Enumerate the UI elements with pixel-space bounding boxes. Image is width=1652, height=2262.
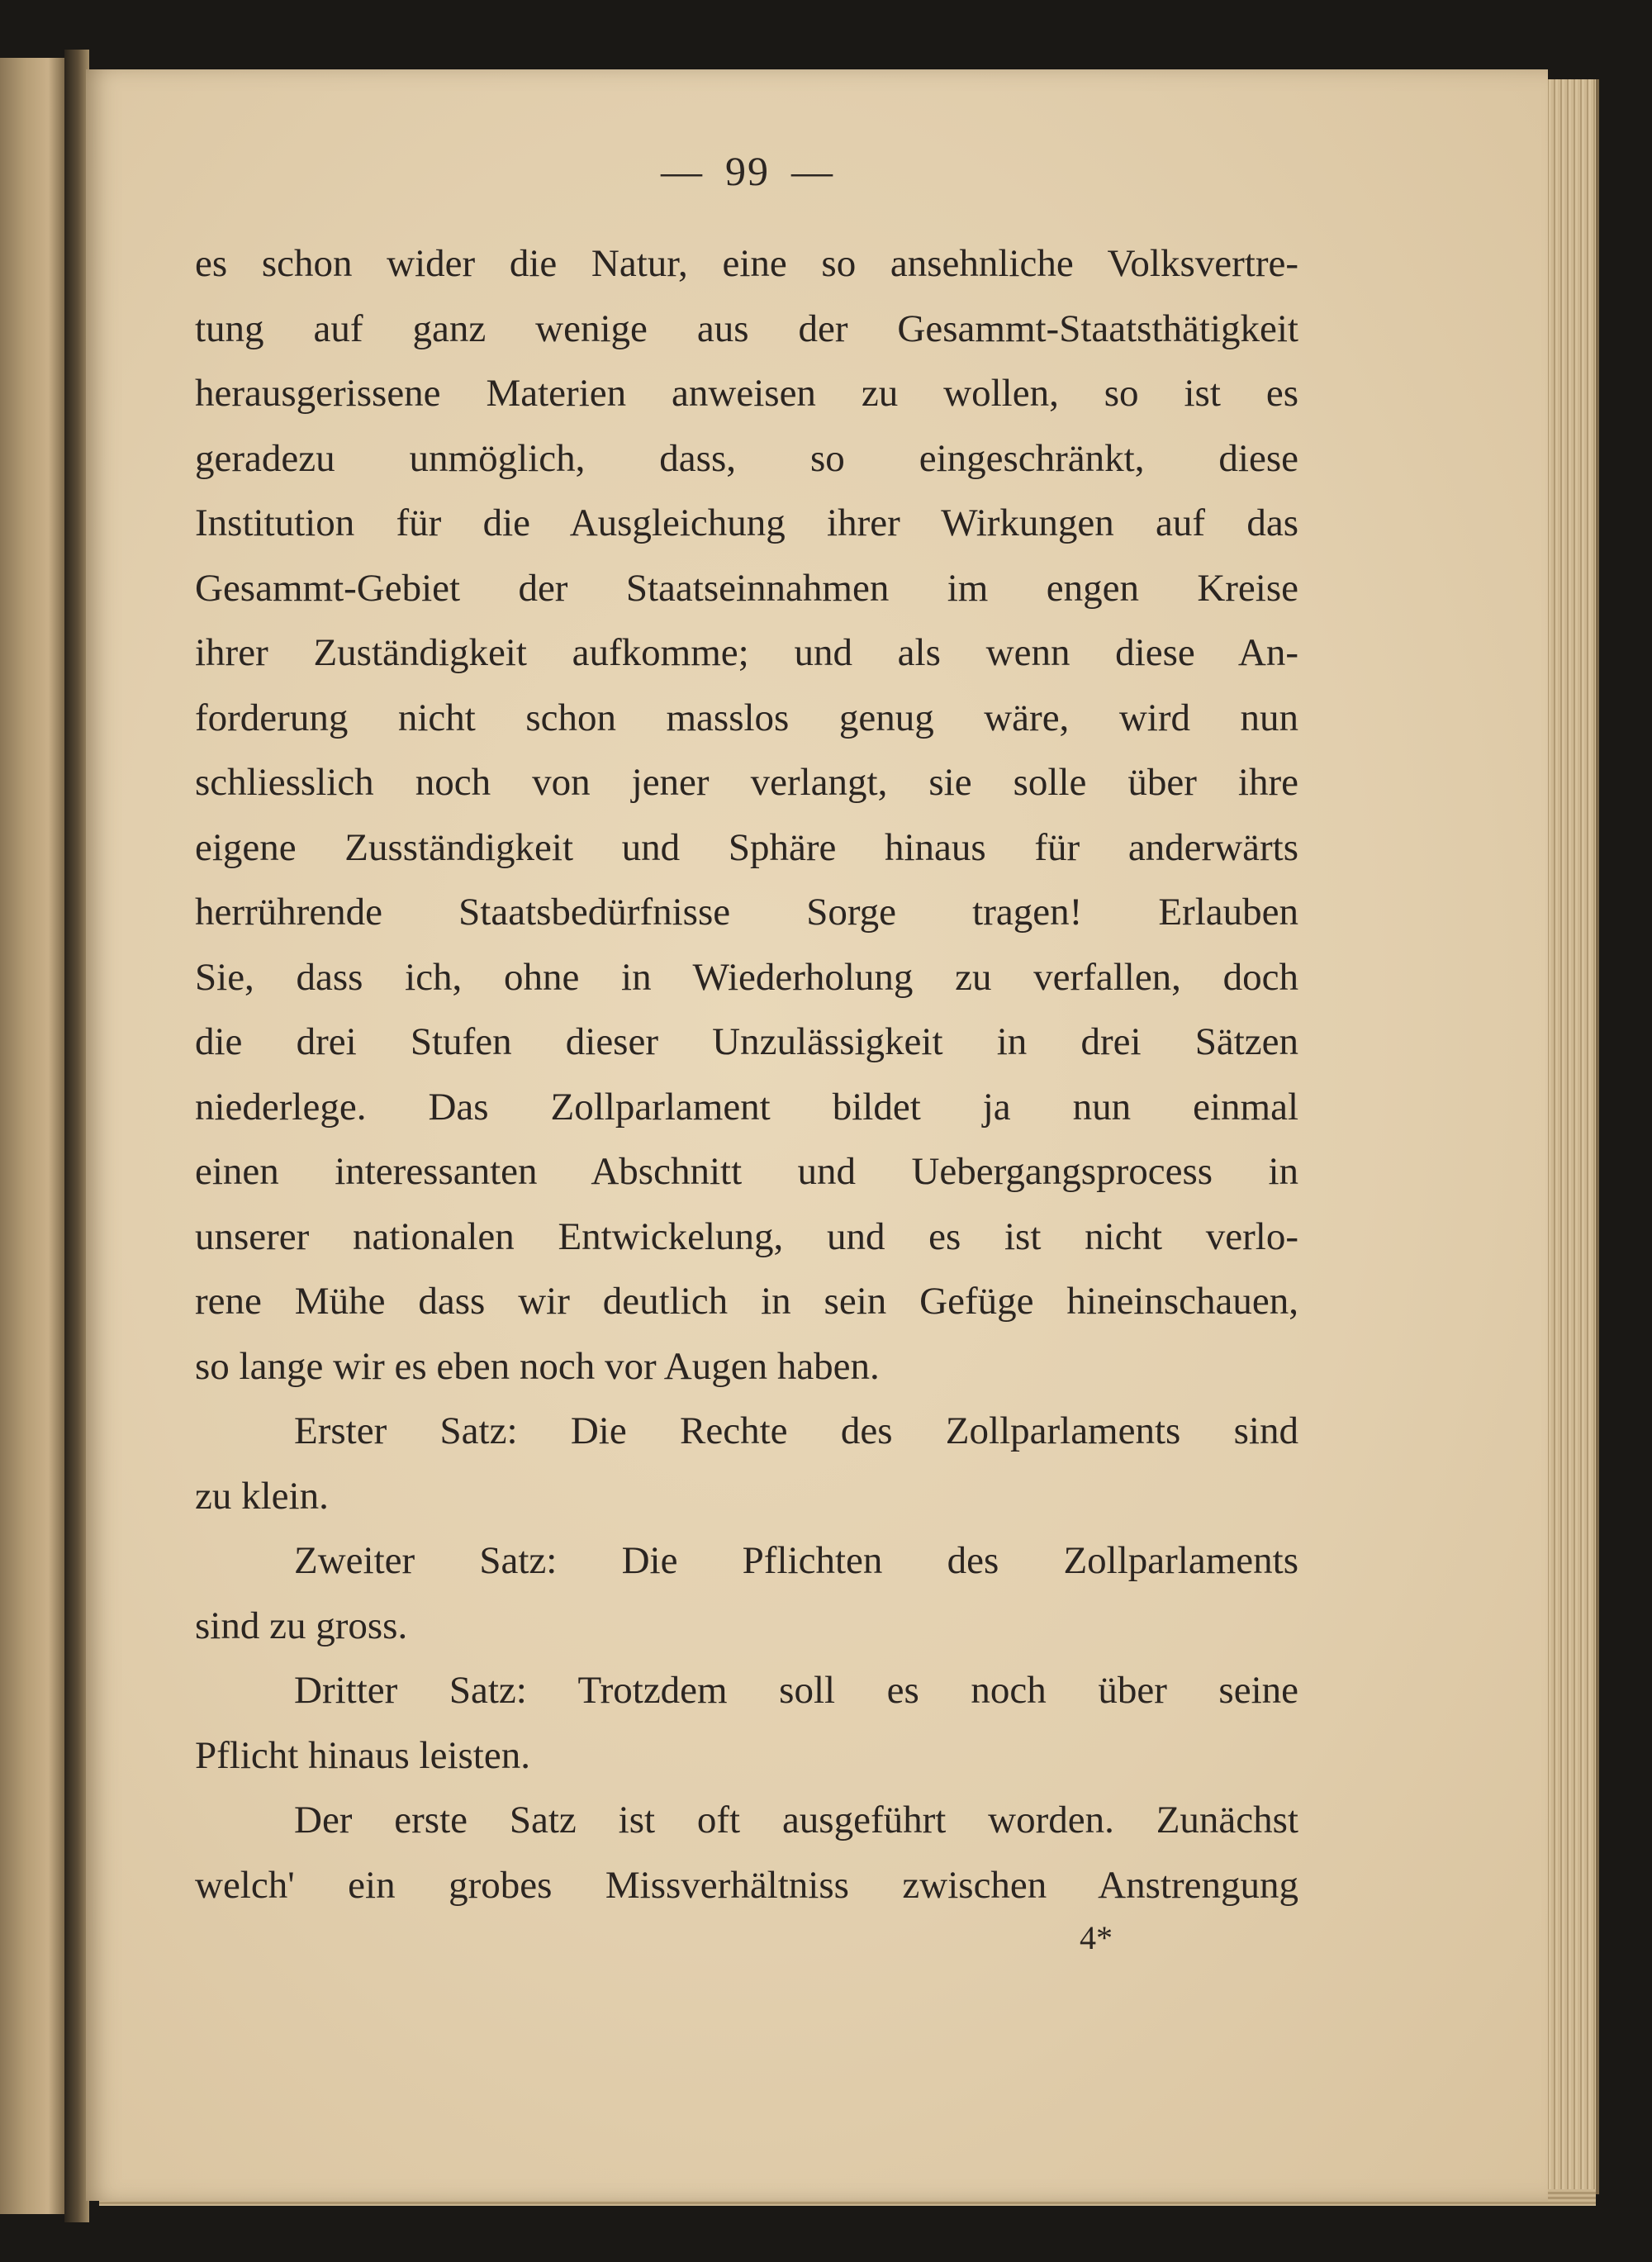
text-line: Sie, dass ich, ohne in Wiederholung zu verfallen, doch [195, 955, 1298, 999]
text-line: einen interessanten Abschnitt und Uebergangsprocess in [195, 1150, 1298, 1193]
text-line: forderung nicht schon masslos genug wäre, wird nun [195, 696, 1298, 739]
text-line: Der erste Satz ist oft ausgeführt worden. Zunächst [294, 1799, 1298, 1841]
text-line: zu klein. [195, 1474, 329, 1518]
page-number: 99 [725, 148, 770, 194]
text-line: schliesslich noch von jener verlangt, sie solle über ihre [195, 761, 1298, 804]
text-line: ihrer Zuständigkeit aufkomme; und als wenn diese An- [195, 631, 1298, 674]
text-line: Institution für die Ausgleichung ihrer Wirkungen auf das [195, 501, 1298, 544]
text-line: sind zu gross. [195, 1604, 408, 1647]
text-line: unserer nationalen Entwickelung, und es ist nicht verlo- [195, 1214, 1298, 1258]
text-line: die drei Stufen dieser Unzulässigkeit in drei Sätzen [195, 1020, 1298, 1063]
text-line: eigene Zusständigkeit und Sphäre hinaus für anderwärts [195, 825, 1298, 869]
left-page-edge [0, 58, 64, 2214]
text-line: Erster Satz: Die Rechte des Zollparlaments sind [294, 1409, 1298, 1452]
header-dash-right: — [791, 148, 834, 194]
signature-mark: 4* [1080, 1919, 1113, 1956]
text-line: herrührende Staatsbedürfnisse Sorge tragen! Erlauben [195, 891, 1298, 934]
text-line: tung auf ganz wenige aus der Gesammt-Staatsthätigkeit [195, 307, 1298, 350]
text-line: niederlege. Das Zollparlament bildet ja nun einmal [195, 1085, 1298, 1129]
text-line: so lange wir es eben noch vor Augen haben. [195, 1344, 880, 1388]
page-header [620, 147, 876, 195]
text-line: welch' ein grobes Missverhältniss zwischen Anstrengung [195, 1863, 1298, 1907]
text-line: rene Mühe dass wir deutlich in sein Gefüge hineinschauen, [195, 1280, 1298, 1323]
text-line: Zweiter Satz: Die Pflichten des Zollparlaments [294, 1539, 1298, 1582]
text-line: herausgerissene Materien anweisen zu wollen, so ist es [195, 372, 1298, 415]
page-body [195, 231, 1298, 1917]
text-line: Pflicht hinaus leisten. [195, 1733, 530, 1777]
text-line: es schon wider die Natur, eine so ansehnliche Volksvertre- [195, 242, 1298, 285]
text-line: Gesammt-Gebiet der Staatseinnahmen im engen Kreise [195, 566, 1298, 610]
text-line: Dritter Satz: Trotzdem soll es noch über seine [294, 1669, 1298, 1712]
text-line: geradezu unmöglich, dass, so eingeschränkt, diese [195, 436, 1298, 480]
header-dash-left: — [661, 148, 704, 194]
